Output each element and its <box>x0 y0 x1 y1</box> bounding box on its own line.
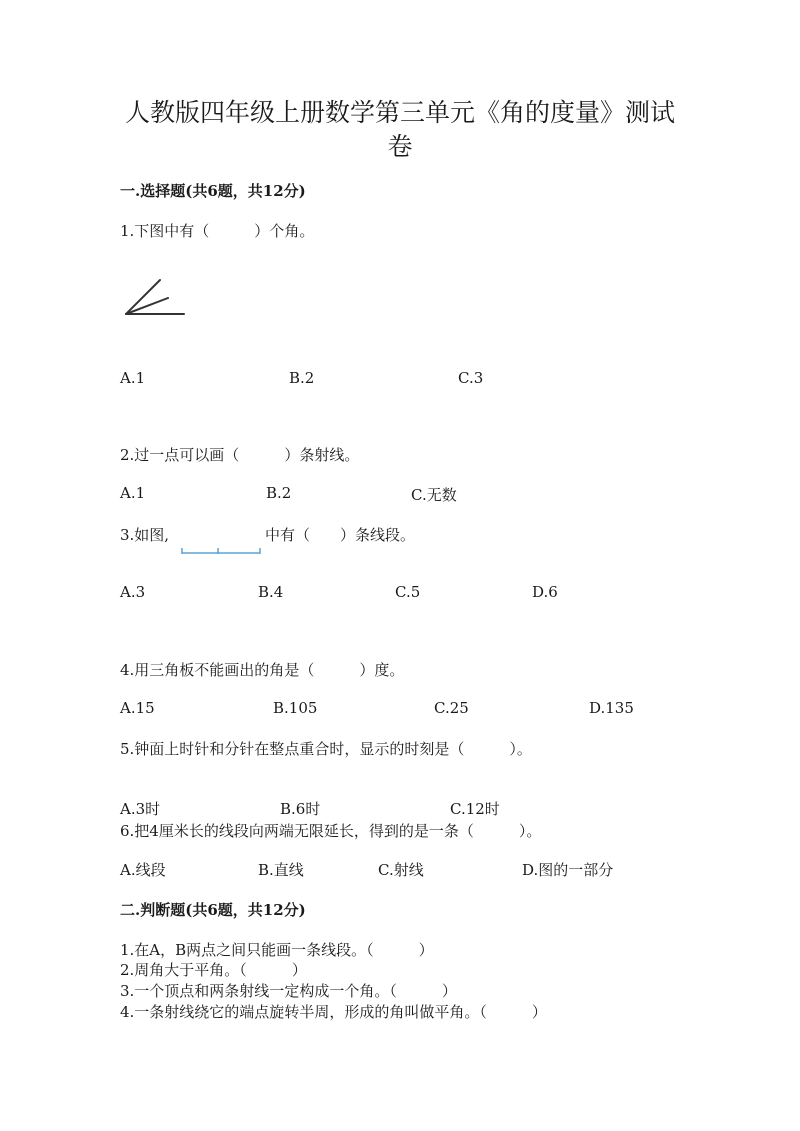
question-2-text: 2.过一点可以画（ ）条射线。 <box>120 446 360 464</box>
question-3-option-c[interactable]: C.5 <box>395 583 421 601</box>
question-1-option-c[interactable]: C.3 <box>458 369 484 387</box>
page-title-line-2: 卷 <box>387 132 413 161</box>
question-6-text: 6.把4厘米长的线段向两端无限延长，得到的是一条（ ）。 <box>120 822 542 840</box>
question-3-prefix: 3.如图, <box>120 526 170 544</box>
angle-figure <box>120 272 190 322</box>
question-5-option-c[interactable]: C.12时 <box>450 800 500 818</box>
judge-item-2: 2.周角大于平角。（ ） <box>120 961 307 979</box>
judge-item-3: 3.一个顶点和两条射线一定构成一个角。（ ） <box>120 982 457 1000</box>
question-4-option-d[interactable]: D.135 <box>589 699 634 717</box>
question-4-option-a[interactable]: A.15 <box>120 699 155 717</box>
question-1-option-b[interactable]: B.2 <box>289 369 315 387</box>
question-1-option-a[interactable]: A.1 <box>120 369 146 387</box>
question-2-option-c[interactable]: C.无数 <box>411 486 457 504</box>
question-4-option-c[interactable]: C.25 <box>434 699 469 717</box>
question-5-option-a[interactable]: A.3时 <box>120 800 161 818</box>
question-6-option-d[interactable]: D.图的一部分 <box>522 861 614 879</box>
question-2-option-a[interactable]: A.1 <box>120 484 146 502</box>
question-3-option-d[interactable]: D.6 <box>532 583 558 601</box>
section-1-heading: 一.选择题(共6题，共12分) <box>120 182 306 200</box>
question-3-suffix: 中有（ ）条线段。 <box>265 526 416 544</box>
question-2-option-b[interactable]: B.2 <box>266 484 292 502</box>
question-5-option-b[interactable]: B.6时 <box>280 800 321 818</box>
question-6-option-c[interactable]: C.射线 <box>378 861 424 879</box>
question-5-text: 5.钟面上时针和分针在整点重合时，显示的时刻是（ ）。 <box>120 740 532 758</box>
section-2-heading: 二.判断题(共6题，共12分) <box>120 901 306 919</box>
question-6-option-b[interactable]: B.直线 <box>258 861 304 879</box>
question-6-option-a[interactable]: A.线段 <box>120 861 166 879</box>
question-4-text: 4.用三角板不能画出的角是（ ）度。 <box>120 661 405 679</box>
judge-item-1: 1.在A，B两点之间只能画一条线段。（ ） <box>120 941 434 959</box>
question-3-option-b[interactable]: B.4 <box>258 583 284 601</box>
question-4-option-b[interactable]: B.105 <box>273 699 318 717</box>
segment-figure <box>180 543 262 557</box>
question-1-text: 1.下图中有（ ）个角。 <box>120 222 315 240</box>
question-3-option-a[interactable]: A.3 <box>120 583 146 601</box>
judge-item-4: 4.一条射线绕它的端点旋转半周，形成的角叫做平角。（ ） <box>120 1003 547 1021</box>
page-title-line-1: 人教版四年级上册数学第三单元《角的度量》测试 <box>124 98 675 127</box>
